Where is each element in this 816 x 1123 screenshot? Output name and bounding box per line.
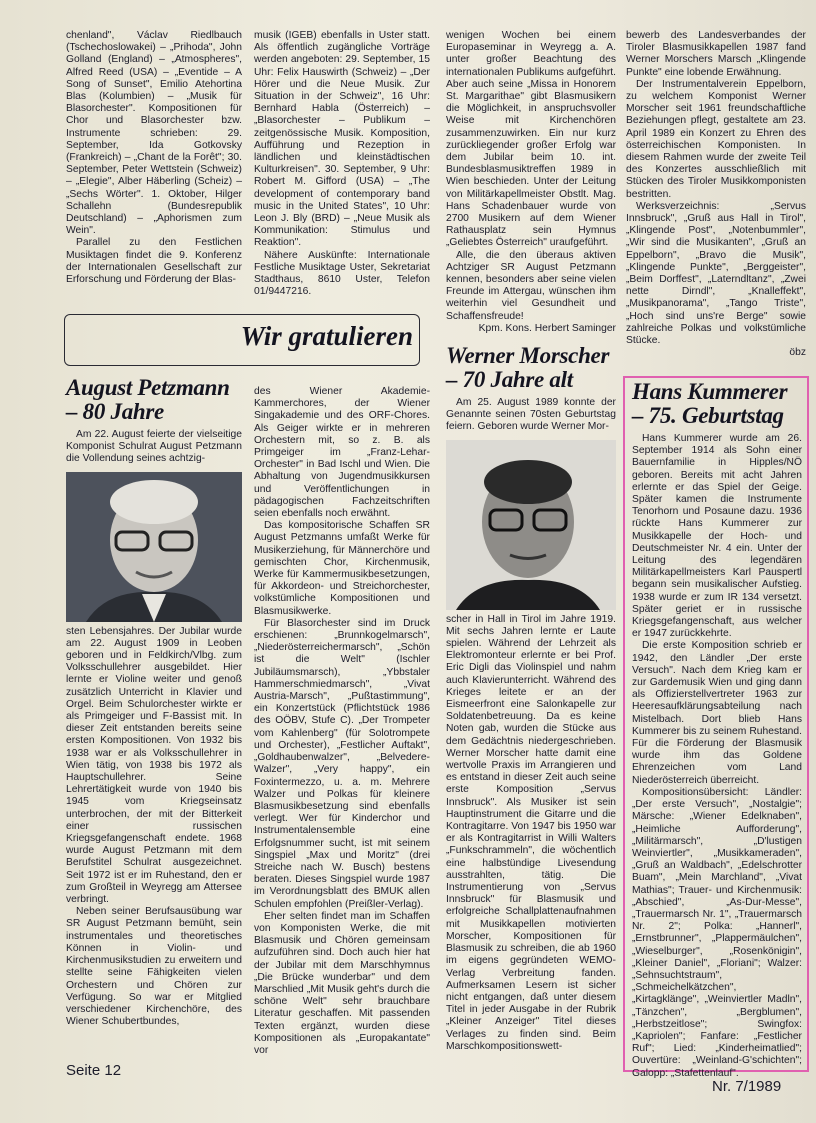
paragraph: scher in Hall in Tirol im Jahre 1919. Mit sechs Jahren lernte er Laute spielen. Während der Lehrzeit als Elektromonteur erlernte er bei Prof. Eric Digli das Violinspiel und nahm auch Klavierunterricht. Während des Krieges leitete er an der Eismeerfront eine Salonkapelle zur Soldatenbetreuung. Da es keine Noten gab, wurden die Stücke aus dem Gedächtnis niedergeschrieben. Werner Morscher hatte damit eine wertvolle Praxis im Arrangieren und es entstand in dieser Zeit auch seine erste Komposition „Servus Innsbruck". Als Musiker ist sein Hauptinstrument die Gitarre und die Kontragitarre. Von 1947 bis 1950 war er als Kontragitarrist in Willi Walters „Funkschrammeln", die wöchentlich eine halbstündige Livesendung ausstrahlten, tätig. Die Instrumentierung von „Servus Innsbruck" für Blasmusik und erfolgreiche Schallplattenaufnahmen mit Musikkapellen motivierten Morscher, Kompositionen für Blasmusik zu schreiben, die ab 1960 im eigens gegründeten WEMO-Verlag Verbreitung fanden. Aufmerksamen Lesern ist sicher nicht entgangen, daß unter diesem Titel in jeder Ausgabe in der Rubrik „Kleiner Anzeiger" Titel dieses Verlages zu finden sind. Beim Marschkompositionswett-: [446, 613, 617, 1052]
portrait-photo-petzmann: [66, 472, 242, 622]
paragraph: Eher selten findet man im Schaffen von Komponisten Werke, die mit Blasmusik und Chören gemeinsam aufzuführen sind. Doch auch hier hat der Jubilar mit dem Marschhymnus „Die Brücke wunderbar" und dem Marschlied „Mit Musik geht's durch die schöne Welt" sehr brauchbare Literatur geschaffen. Mit passenden Texten ergänzt, wurden diese Kompositionen als „Europakantate" vor: [254, 910, 430, 1056]
paragraph: Das kompositorische Schaffen SR August Petzmanns umfaßt Werke für Musikerziehung, für Männerchöre und gemischten Chor, Kirchenmusik, Werke für Kammermusikbesetzungen, für Akkordeon- und Streichorchester, volkstümliche Kompositionen und Blasmusikwerke.: [254, 520, 430, 617]
portrait-photo-morscher: [446, 440, 616, 610]
issue-number: Nr. 7/1989: [712, 1078, 782, 1095]
paragraph: Der Instrumentalverein Eppelborn, zu welchem Komponist Werner Morscher seit 1961 freundschaftliche Beziehungen pflegt, gestaltete am 23. April 1989 ein Konzert zu Ehren des österreichischen Komponisten. In diesem Rahmen wurde der zweite Teil des Konzertes ausschließlich mit Stücken des Tiroler Musikkomponisten bestritten.: [626, 78, 806, 200]
morscher-column: [446, 344, 616, 1053]
petzmann-column-1: [66, 376, 242, 1028]
person-portrait-icon: [446, 440, 616, 610]
paragraph: Parallel zu den Festlichen Musiktagen findet die 9. Konferenz der Internationalen Gesellschaft zur Erforschung und Förderung der Blas-: [66, 237, 242, 286]
paragraph: sten Lebensjahres. Der Jubilar wurde am 22. August 1909 in Leoben geboren und in Feldkirch/Vlbg. zum Volksschullehrer ausgebildet. Hier lernte er Violine weiter und genoß zusätzlich Unterricht in Klavier und Orgel. Beim Schulorchester wirkte er als Primgeiger und F-Bassist mit. In dieser Zeit entstanden bereits seine ersten Kompositionen. Von 1932 bis 1938 war er als Volksschullehrer in Wien tätig, von 1938 bis 1972 als Hauptschullehrer. Seine Lehrertätigkeit wurde von 1940 bis 1945 vom Kriegseinsatz unterbrochen, der mit der Bitterkeit einer russischen Kriegsgefangenschaft endete. 1968 wurde August Petzmann mit dem Berufstitel Schulrat ausgezeichnet. Seit 1972 ist er im Ruhestand, den er zum Großteil in Weyregg am Attersee verbringt.: [66, 625, 242, 906]
article-headline: Hans Kummerer – 75. Geburtstag: [632, 379, 788, 428]
article-intro: Am 25. August 1989 konnte der Genannte seinen 70sten Geburtstag feiern. Geboren wurde Werner Mor-: [446, 397, 616, 433]
paragraph: des Wiener Akademie-Kammerchores, der Wiener Singakademie und des ORF-Chores. Als Geiger wirkte er in mehreren Orchestern mit, so z. B. als Primgeiger im „Franz-Lehar-Orchester" in Bad Ischl und Wien. Die Abhaltung von Jugendmusikkursen und Veröffentlichungen in pädagogischen Fachzeitschriften seien ebenfalls noch erwähnt.: [254, 386, 430, 520]
section-banner: [64, 314, 420, 366]
banner-title: Wir gratulieren: [240, 321, 413, 351]
paragraph: Neben seiner Berufsausübung war SR August Petzmann bemüht, sein instrumentales und theoretisches Können in Violin- und Kirchenmusikstudien zu erweitern und stellte seine Fähigkeiten vielen Orchestern und Chören zur Verfügung. So war er Mitglied verschiedener Kirchenchöre, des Wiener Schubertbundes,: [66, 906, 242, 1028]
paragraph: bewerb des Landesverbandes der Tiroler Blasmusikkapellen 1987 fand Werner Morschers Marsch „Klingende Punkte" eine lobende Erwähnung.: [626, 30, 806, 78]
page-number: Seite 12: [66, 1062, 122, 1079]
paragraph: chenland", Václav Riedlbauch (Tschechoslowakei) – „Prihoda", John Golland (England) – „Atmospheres", Alfred Reed (USA) – „Eventide – A Song of Sunset", Emilio Atehortina Blas (Kolumbien) – „Musik für Blasorchester". Kompositionen für Chor und Blasorchester bzw. Instrumente schrieben: 29. September, Ida Gotkovsky (Frankreich) – „Chant de la Forêt"; 30. September, Peter Wettstein (Schweiz) – „Elegie", Alber Häberling (Scheiz) – „Sechs Wörter". 1. Oktober, Hilger Schallehn (Bundesrepublik Deutschland) – „Aphorismen zum Wein".: [66, 30, 242, 237]
top-column-1: [66, 30, 242, 286]
author-signature: Kpm. Kons. Herbert Saminger: [478, 322, 616, 334]
petzmann-column-2: [254, 386, 430, 1057]
paragraph: Die erste Komposition schrieb er 1942, den Ländler „Der erste Versuch". Nach dem Krieg kam er zur Gardemusik Wien und ging dann als Offizierstellvertreter 1963 zur Heeresaufklärungsabteilung nach Mistelbach. Dort blieb Hans Kummerer bis zu seinem Ruhestand. Für die Förderung der Blasmusik wurde ihm das Goldene Ehrenzeichen vom Land Niederösterreich überreicht.: [632, 640, 802, 786]
article-intro: Am 22. August feierte der vielseitige Komponist Schulrat August Petzmann die Vollendung seines achtzig-: [66, 429, 242, 465]
top-column-3: [446, 30, 616, 335]
person-portrait-icon: [66, 472, 242, 622]
top-column-2: [254, 30, 430, 298]
article-headline: Werner Morscher – 70 Jahre alt: [446, 343, 610, 392]
paragraph: Werksverzeichnis: „Servus Innsbruck", „Gruß aus Hall in Tirol", „Klingende Post", „Notenbummler", „Wir sind die Musikanten", „Gruß an Eppelborn", „Bravo die Musik", „Klingende Punkte", „Berggeister", „Beim Dorffest", „Laterndltanz", „Zwei nette Dirndl", „Knalleffekt", „Musikpanorama", „Tango Triste", „Hoch sind uns're Berge" sowie zahlreiche Polkas und volkstümliche Stücke.: [626, 200, 806, 347]
paragraph: musik (IGEB) ebenfalls in Uster statt. Als öffentlich zugängliche Vorträge werden angeboten: 29. September, 15 Uhr: Felix Hauswirth (Schweiz) – „Der Hörer und die Neue Musik. Zur Situation in der Schweiz", 16 Uhr: Bernhard Habla (Österreich) – „Blasorchester – Publikum – zeitgenössische Musik. Komposition, Aufführung und Rezeption in ländlichen und kleinstädtischen Kulturkreisen". 30. September, 9 Uhr: Robert M. Gifford (USA) – „The development of contemporary band music in the United States", 10 Uhr: Leon J. Bly (BRD) – „Neue Musik als Kommunikation: Stimulus und Reaktion".: [254, 30, 430, 249]
paragraph: Nähere Auskünfte: Internationale Festliche Musiktage Uster, Sekretariat Stadthaus, 8610 Uster, Telefon 01/9447216.: [254, 249, 430, 298]
author-signature: öbz: [789, 347, 806, 359]
paragraph: Alle, die den überaus aktiven Achtziger SR August Petzmann kennen, besonders aber seine vielen Freunde im Attergau, wünschen ihm weiterhin viel Gesundheit und Schaffensfreude!: [446, 249, 616, 322]
paragraph: Hans Kummerer wurde am 26. September 1914 als Sohn einer Bauernfamilie in Hipples/NÖ geboren. Bereits mit acht Jahren erlernte er das Spiel der Geige. Später kamen die Instrumente Tenorhorn und Posaune dazu. 1936 rückte Hans Kummerer zur Musikkapelle der Hoch- und Deutschmeister Nr. 4 ein. Unter der Leitung des legendären Militärkapellmeisters Karl Pauspertl begann sein musikalischer Aufstieg. 1938 wurde er zum IR 134 versetzt. Später geriet er in russische Kriegsgefangenschaft, aus welcher er 1947 zurückkehrte.: [632, 433, 802, 640]
paragraph: Kompositionsübersicht: Ländler: „Der erste Versuch", „Nostalgie"; Märsche: „Wiener Edelknaben", „Heimliche Aufforderung", „Militärmarsch", „D'lustigen Weinviertler", „Musikkameraden", „Gruß an Waldbach", „Edelschrotter Buam", „Mein Marchland", „Vivat Mathias"; Trauer- und Kirchenmusik: „Abschied", „As-Dur-Messe", „Trauermarsch Nr. 1", „Trauermarsch Nr. 2"; Polka: „Hannerl", „Ernstbrunner", „Plappermäulchen", „Wieselburger", „Rosenkönigin", „Kleiner Daniel", „Floriani"; Walzer: „Sehnsuchtstraum", „Schmeichelkätzchen", „Kirtagklänge", „Weinviertler Madln", „Tänzchen", „Bergblumen", „Herbstzeitlose"; Swingfox: „Kapriolen"; Fanfare: „Festlicher Ruf"; Lied: „Kinderheimatlied"; Ouvertüre: „Weinland-G'schichten"; Galopp: „Stafettenlauf".: [632, 786, 802, 1079]
kummerer-column: [632, 380, 802, 1080]
article-headline: August Petzmann – 80 Jahre: [66, 375, 230, 424]
paragraph: wenigen Wochen bei einem Europaseminar in Weyregg a. A. unter großer Beachtung des internationalen Publikums aufgeführt. Aber auch seine „Missa in Honorem St. Margarithae" gibt Blasmusikern die Möglichkeit, in anspruchsvoller Weise mit Kirchenchören zusammenzuwirken. Ein nur kurz zurückliegender großer Erfolg war dem Jubilar beim 10. int. Bundesblasmusiktreffen 1989 in Wien beschieden. Unter der Leitung von Militärkapellmeister Obstlt. Mag. Hans Schadenbauer wurde von 2700 Musikern auf dem Wiener Rathausplatz sein Hymnus „Geliebtes Österreich" uraufgeführt.: [446, 30, 617, 249]
top-column-4: [626, 30, 806, 359]
paragraph: Für Blasorchester sind im Druck erschienen: „Brunnkogelmarsch", „Niederösterreichermarsch", „Schön ist die Welt" (Ischler Jubiläumsmarsch), „Ybbstaler Hammerschmiedmarsch", „Vivat Austria-Marsch", „Pußtastimmung", ein Konzertstück (Pflichtstück 1986 des OÖBV, Stufe C). „Der Trompeter vom Kahlenberg" (für Solotrompete und Orchester), „Festlicher Auftakt", „Goldhaubenwalzer", „Belvedere-Walzer", „Very happy", ein Foxintermezzo, u. a. m. Mehrere Walzer und Polkas für kleinere Blasmusikbesetzung sind ebenfalls verlegt. Wer für Kinderchor und Instrumentalensemble eine Erfolgsnummer sucht, ist mit seinem Singspiel „Max und Moritz" (drei Streiche nach W. Busch) bestens beraten. Dieses Singspiel wurde 1987 im Verordnungsblatt des BMUK allen Schulen empfohlen (Preißler-Verlag).: [254, 617, 430, 910]
